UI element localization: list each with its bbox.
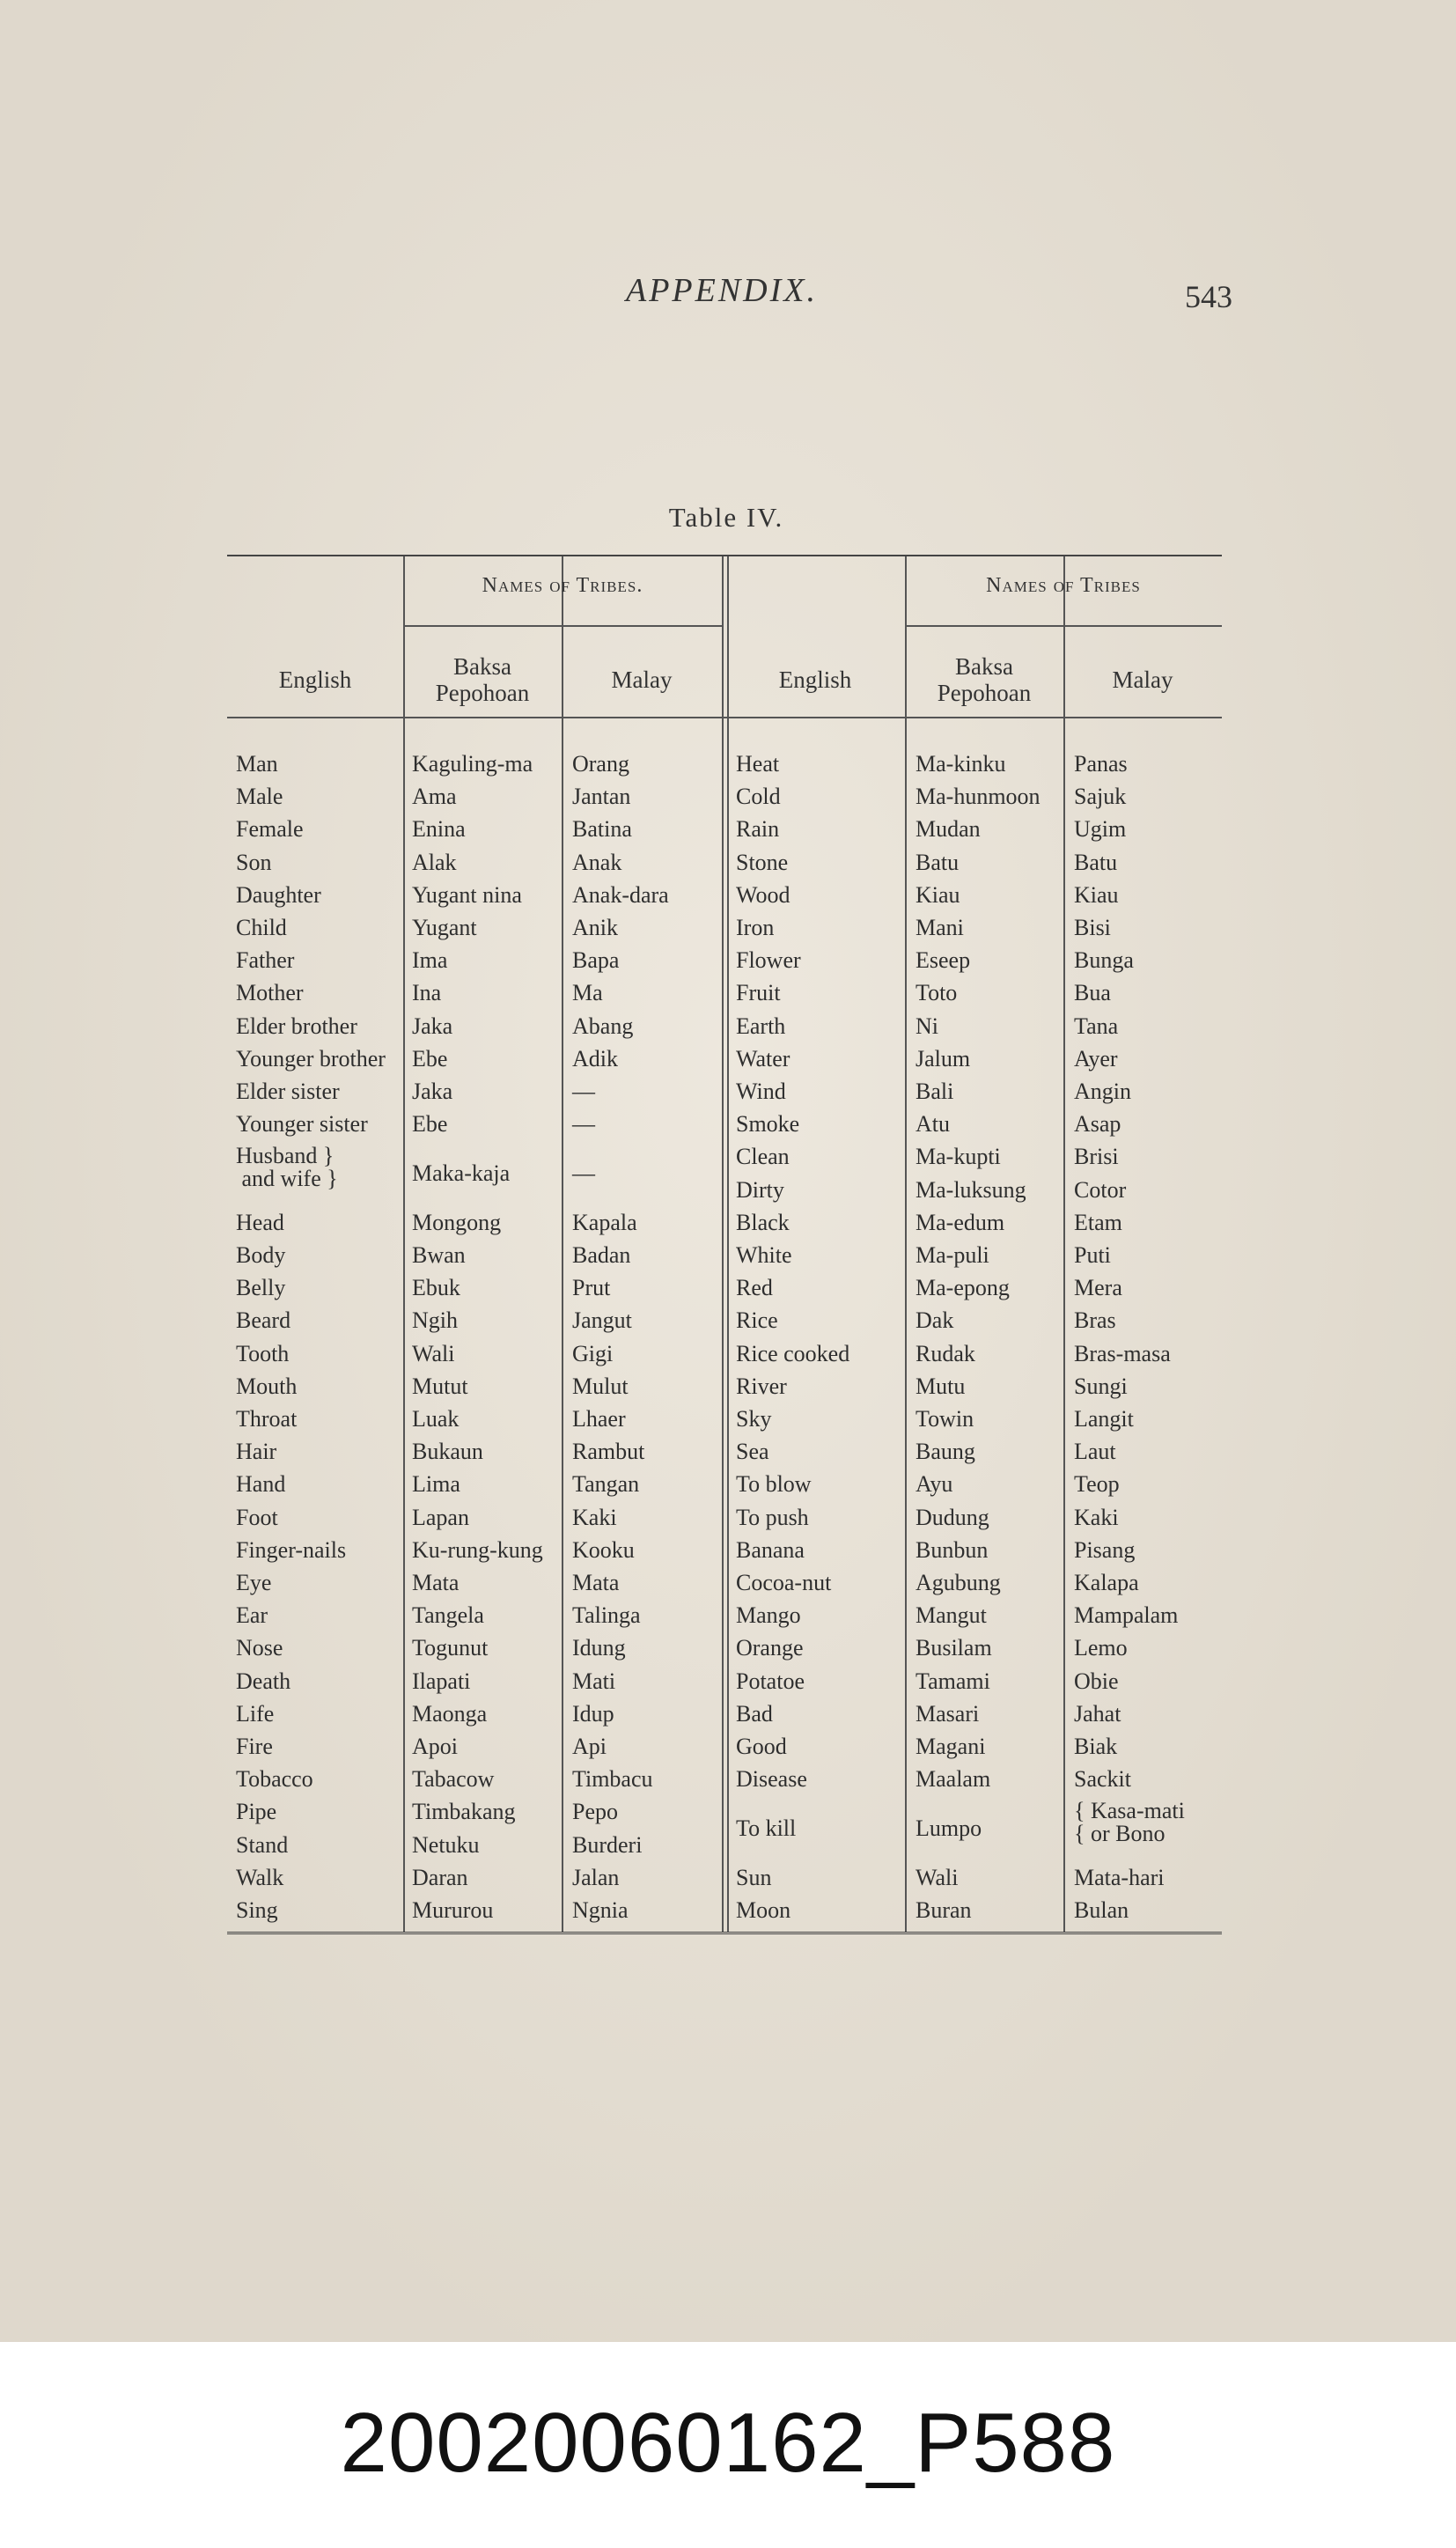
table-cell: Bwan — [412, 1242, 466, 1268]
table-cell: Talinga — [572, 1602, 641, 1629]
table-cell: Wood — [736, 881, 791, 908]
table-cell: Rambut — [572, 1439, 645, 1465]
table-cell: Towin — [916, 1406, 974, 1432]
table-cell: Banana — [736, 1536, 805, 1563]
table-cell: Man — [236, 751, 278, 777]
table-cell: Mongong — [412, 1209, 502, 1235]
table-cell: Api — [572, 1734, 607, 1759]
table-cell: Son — [236, 849, 272, 875]
table-cell: Foot — [236, 1504, 278, 1530]
table-cell: Biak — [1074, 1734, 1118, 1759]
table-cell: Fruit — [736, 980, 781, 1006]
table-cell: Atu — [916, 1111, 950, 1138]
table-cell: Laut — [1074, 1439, 1116, 1465]
table-cell: Bras-masa — [1074, 1340, 1171, 1366]
table-cell: Timbacu — [572, 1766, 653, 1793]
table-cell: Adik — [572, 1045, 618, 1071]
table-cell: Pipe — [236, 1799, 277, 1825]
table-cell: Daran — [412, 1864, 468, 1890]
table-cell: Jalan — [572, 1864, 620, 1890]
table-cell: Tangan — [572, 1471, 640, 1498]
table-cell: Mulut — [572, 1373, 629, 1399]
table-cell: Maonga — [412, 1700, 488, 1727]
table-cell: Mururou — [412, 1897, 494, 1923]
table-cell: Ama — [412, 784, 457, 810]
table-cell: Bunbun — [916, 1536, 989, 1563]
table-cell: Maka-kaja — [412, 1160, 511, 1186]
table-cell: Mutu — [916, 1373, 966, 1399]
table-cell: Earth — [736, 1013, 786, 1039]
col-header-label: Pepohoan — [937, 680, 1032, 706]
table-cell: Masari — [916, 1700, 980, 1727]
table-cell: Pepo — [572, 1799, 618, 1825]
table-cell: Smoke — [736, 1111, 800, 1138]
table-cell: Ngih — [412, 1307, 458, 1334]
table-cell: Bras — [1074, 1307, 1116, 1334]
table-cell: Kaki — [572, 1504, 617, 1530]
table-cell: Pisang — [1074, 1536, 1136, 1563]
table-cell: Kiau — [916, 881, 960, 908]
table-cell: Lapan — [412, 1504, 469, 1530]
col-header-label: Malay — [1112, 666, 1173, 693]
table-cell: Busilam — [916, 1635, 992, 1661]
table-cell: Sky — [736, 1406, 772, 1432]
table-cell: Ayer — [1074, 1045, 1118, 1071]
table-cell: Lima — [412, 1471, 460, 1498]
table-cell: Jaka — [412, 1079, 453, 1104]
table-cell: Wind — [736, 1079, 786, 1104]
table-cell: Male — [236, 784, 283, 810]
table-cell: Bali — [916, 1079, 954, 1104]
table-cell: Ugim — [1074, 816, 1127, 843]
table-cell: Bunga — [1074, 947, 1134, 974]
table-cell: Agubung — [916, 1570, 1001, 1595]
table-cell: Jangut — [572, 1307, 632, 1334]
table-cell: Ma — [572, 980, 603, 1006]
table-cell: Dirty — [736, 1176, 784, 1203]
table-cell: Mani — [916, 915, 964, 940]
group-header-right: Names of Tribes — [986, 574, 1141, 597]
table-cell: Prut — [572, 1275, 611, 1301]
table-cell: Lhaer — [572, 1406, 626, 1432]
table-cell: Daughter — [236, 881, 321, 908]
col-header-malay-left — [562, 644, 722, 715]
table-title: Table IV. — [668, 502, 784, 533]
table-cell: Batu — [916, 849, 960, 875]
table-cell: Walk — [236, 1864, 284, 1890]
table-cell: Potatoe — [736, 1668, 805, 1694]
table-cell: Red — [736, 1275, 773, 1301]
table-cell: Flower — [736, 947, 801, 974]
table-cell: Rice cooked — [736, 1340, 850, 1366]
table-cell: Yugant — [412, 915, 477, 940]
table-cell: Idup — [572, 1700, 614, 1727]
table-cell: Kalapa — [1074, 1570, 1139, 1595]
table-cell: Belly — [236, 1275, 286, 1301]
table-cell: Elder sister — [236, 1079, 340, 1104]
table-cell: Gigi — [572, 1340, 614, 1366]
table-cell: Ilapati — [412, 1668, 471, 1694]
col-header-label: Baksa — [955, 653, 1013, 680]
table-cell: Ma-puli — [916, 1242, 989, 1268]
table-cell: Husband } and wife } — [236, 1143, 338, 1192]
table-cell: Throat — [236, 1406, 298, 1432]
table-cell: — — [572, 1079, 595, 1104]
table-cell: Etam — [1074, 1209, 1122, 1235]
table-cell: Bukaun — [412, 1439, 483, 1465]
table-cell: Iron — [736, 915, 775, 940]
col-header-english-left — [227, 644, 403, 715]
table-cell: Batu — [1074, 849, 1118, 875]
table-cell: Father — [236, 947, 295, 974]
table-cell: Bad — [736, 1700, 773, 1727]
table-cell: Ina — [412, 980, 442, 1006]
table-cell: Heat — [736, 751, 780, 777]
table-cell: Abang — [572, 1013, 634, 1039]
table-cell: Nose — [236, 1635, 283, 1661]
table-cell: Dudung — [916, 1504, 989, 1530]
table-cell: Ni — [916, 1013, 938, 1039]
table-cell: Death — [236, 1668, 291, 1694]
table-cell: Mangut — [916, 1602, 987, 1629]
table-cell: Tabacow — [412, 1766, 495, 1793]
table-cell: Orang — [572, 751, 629, 777]
table-cell: Apoi — [412, 1734, 458, 1759]
table-cell: Brisi — [1074, 1144, 1119, 1170]
column-divider — [403, 556, 405, 1932]
table-cell: Mudan — [916, 816, 981, 843]
table-cell: Body — [236, 1242, 286, 1268]
table-cell: Tooth — [236, 1340, 290, 1366]
table-cell: Jantan — [572, 784, 631, 810]
table-cell: Batina — [572, 816, 632, 843]
table-cell: Magani — [916, 1734, 986, 1759]
table-cell: Moon — [736, 1897, 791, 1923]
table-cell: Mutut — [412, 1373, 468, 1399]
table-cell: Head — [236, 1209, 284, 1235]
table-cell: Buran — [916, 1897, 972, 1923]
table-cell: Mera — [1074, 1275, 1122, 1301]
col-header-label: Malay — [611, 666, 673, 693]
table-cell: Anak-dara — [572, 881, 669, 908]
col-header-baksa-left — [403, 644, 562, 715]
table-cell: Ma-hunmoon — [916, 784, 1041, 810]
table-cell: Kapala — [572, 1209, 637, 1235]
table-cell: Angin — [1074, 1079, 1131, 1104]
group-rule-left — [403, 625, 722, 627]
table-cell: Bua — [1074, 980, 1111, 1006]
header-rule — [227, 717, 1222, 718]
table-cell: — — [572, 1111, 595, 1138]
table-cell: Anik — [572, 915, 618, 940]
table-cell: Beard — [236, 1307, 291, 1334]
table-cell: Wali — [412, 1340, 455, 1366]
center-double-divider — [722, 556, 729, 1932]
table-cell: Ma-kupti — [916, 1144, 1001, 1170]
vocabulary-table — [227, 555, 1222, 1934]
table-cell: To kill — [736, 1815, 797, 1841]
table-cell: Mango — [736, 1602, 801, 1629]
table-cell: Kaki — [1074, 1504, 1119, 1530]
table-cell: Younger sister — [236, 1111, 368, 1138]
table-cell: Ku-rung-kung — [412, 1536, 543, 1563]
table-cell: Sajuk — [1074, 784, 1127, 810]
col-header-label: Pepohoan — [435, 680, 530, 706]
col-header-english-right — [725, 644, 905, 715]
table-cell: Mata-hari — [1074, 1864, 1165, 1890]
table-cell: Hair — [236, 1439, 277, 1465]
barcode-label: 20020060162_P588 — [340, 2396, 1116, 2490]
table-cell: River — [736, 1373, 787, 1399]
table-cell: Bisi — [1074, 915, 1111, 940]
table-cell: Lumpo — [916, 1815, 982, 1841]
table-cell: Ebe — [412, 1111, 448, 1138]
table-cell: Younger brother — [236, 1045, 386, 1071]
table-cell: Enina — [412, 816, 466, 843]
table-cell: Rice — [736, 1307, 778, 1334]
table-cell: Orange — [736, 1635, 804, 1661]
table-cell: Eye — [236, 1570, 272, 1595]
table-cell: Kaguling-ma — [412, 751, 533, 777]
table-cell: Ima — [412, 947, 448, 974]
table-cell: Timbakang — [412, 1799, 516, 1825]
col-header-malay-right — [1063, 644, 1222, 715]
table-cell: Mouth — [236, 1373, 298, 1399]
col-header-label: English — [778, 666, 852, 693]
table-cell: Eseep — [916, 947, 971, 974]
page-number: 543 — [1185, 279, 1232, 314]
table-cell: To blow — [736, 1471, 812, 1498]
table-cell: Asap — [1074, 1111, 1121, 1138]
table-cell: Togunut — [412, 1635, 489, 1661]
column-divider — [562, 556, 563, 1932]
column-divider — [1063, 556, 1065, 1932]
table-cell: Sea — [736, 1439, 769, 1465]
table-cell: White — [736, 1242, 792, 1268]
col-header-label: Baksa — [453, 653, 511, 680]
table-cell: Ma-luksung — [916, 1176, 1026, 1203]
table-cell: — — [572, 1160, 595, 1186]
table-cell: Hand — [236, 1471, 286, 1498]
table-cell: Dak — [916, 1307, 954, 1334]
table-cell: Female — [236, 816, 304, 843]
table-cell: Jalum — [916, 1045, 971, 1071]
table-cell: Child — [236, 915, 287, 940]
table-cell: Mati — [572, 1668, 616, 1694]
group-rule-right — [905, 625, 1222, 627]
table-cell: Water — [736, 1045, 791, 1071]
table-cell: Tamami — [916, 1668, 990, 1694]
table-cell: Stone — [736, 849, 789, 875]
table-cell: Burderi — [572, 1831, 643, 1858]
table-cell: Fire — [236, 1734, 273, 1759]
table-cell: Tana — [1074, 1013, 1119, 1039]
table-cell: Good — [736, 1734, 787, 1759]
table-cell: Wali — [916, 1864, 959, 1890]
table-cell: Black — [736, 1209, 790, 1235]
table-cell: Ma-edum — [916, 1209, 1005, 1235]
column-divider — [905, 556, 907, 1932]
table-cell: Netuku — [412, 1831, 480, 1858]
table-cell: Cold — [736, 784, 781, 810]
table-cell: Jahat — [1074, 1700, 1121, 1727]
table-cell: Cocoa-nut — [736, 1570, 832, 1595]
table-cell: Disease — [736, 1766, 807, 1793]
table-cell: Lemo — [1074, 1635, 1128, 1661]
table-cell: Stand — [236, 1831, 289, 1858]
table-cell: Kiau — [1074, 881, 1119, 908]
running-title: APPENDIX. — [625, 272, 818, 309]
table-cell: Mampalam — [1074, 1602, 1179, 1629]
table-cell: Luak — [412, 1406, 460, 1432]
table-cell: Tangela — [412, 1602, 484, 1629]
table-cell: Panas — [1074, 751, 1128, 777]
group-header-left: Names of Tribes. — [482, 574, 643, 597]
table-cell: Bulan — [1074, 1897, 1129, 1923]
table-cell: Sungi — [1074, 1373, 1128, 1399]
table-cell: Sing — [236, 1897, 278, 1923]
table-cell: Elder brother — [236, 1013, 357, 1039]
table-cell: Maalam — [916, 1766, 991, 1793]
table-cell: Ma-kinku — [916, 751, 1006, 777]
table-cell: { Kasa-mati { or Bono — [1074, 1798, 1185, 1847]
table-cell: Sun — [736, 1864, 772, 1890]
table-cell: Badan — [572, 1242, 631, 1268]
table-cell: Ayu — [916, 1471, 953, 1498]
table-cell: Yugant nina — [412, 881, 522, 908]
table-cell: Ebe — [412, 1045, 448, 1071]
table-cell: Mata — [572, 1570, 620, 1595]
col-header-baksa-right — [905, 644, 1063, 715]
table-cell: Ngnia — [572, 1897, 629, 1923]
table-cell: Life — [236, 1700, 275, 1727]
table-cell: Rain — [736, 816, 780, 843]
table-cell: Mata — [412, 1570, 460, 1595]
table-cell: Sackit — [1074, 1766, 1131, 1793]
table-cell: Baung — [916, 1439, 975, 1465]
table-cell: Toto — [916, 980, 958, 1006]
table-cell: Clean — [736, 1144, 790, 1170]
table-cell: Alak — [412, 849, 457, 875]
table-cell: Rudak — [916, 1340, 975, 1366]
table-cell: Bapa — [572, 947, 620, 974]
table-cell: To push — [736, 1504, 809, 1530]
table-cell: Ebuk — [412, 1275, 460, 1301]
table-cell: Cotor — [1074, 1176, 1127, 1203]
table-cell: Ear — [236, 1602, 268, 1629]
table-cell: Langit — [1074, 1406, 1134, 1432]
table-cell: Teop — [1074, 1471, 1120, 1498]
table-cell: Tobacco — [236, 1766, 313, 1793]
table-cell: Puti — [1074, 1242, 1111, 1268]
table-cell: Obie — [1074, 1668, 1119, 1694]
table-cell: Ma-epong — [916, 1275, 1010, 1301]
table-cell: Kooku — [572, 1536, 635, 1563]
table-cell: Anak — [572, 849, 622, 875]
table-cell: Idung — [572, 1635, 626, 1661]
col-header-label: English — [278, 666, 352, 693]
table-cell: Jaka — [412, 1013, 453, 1039]
table-cell: Mother — [236, 980, 304, 1006]
table-cell: Finger-nails — [236, 1536, 347, 1563]
